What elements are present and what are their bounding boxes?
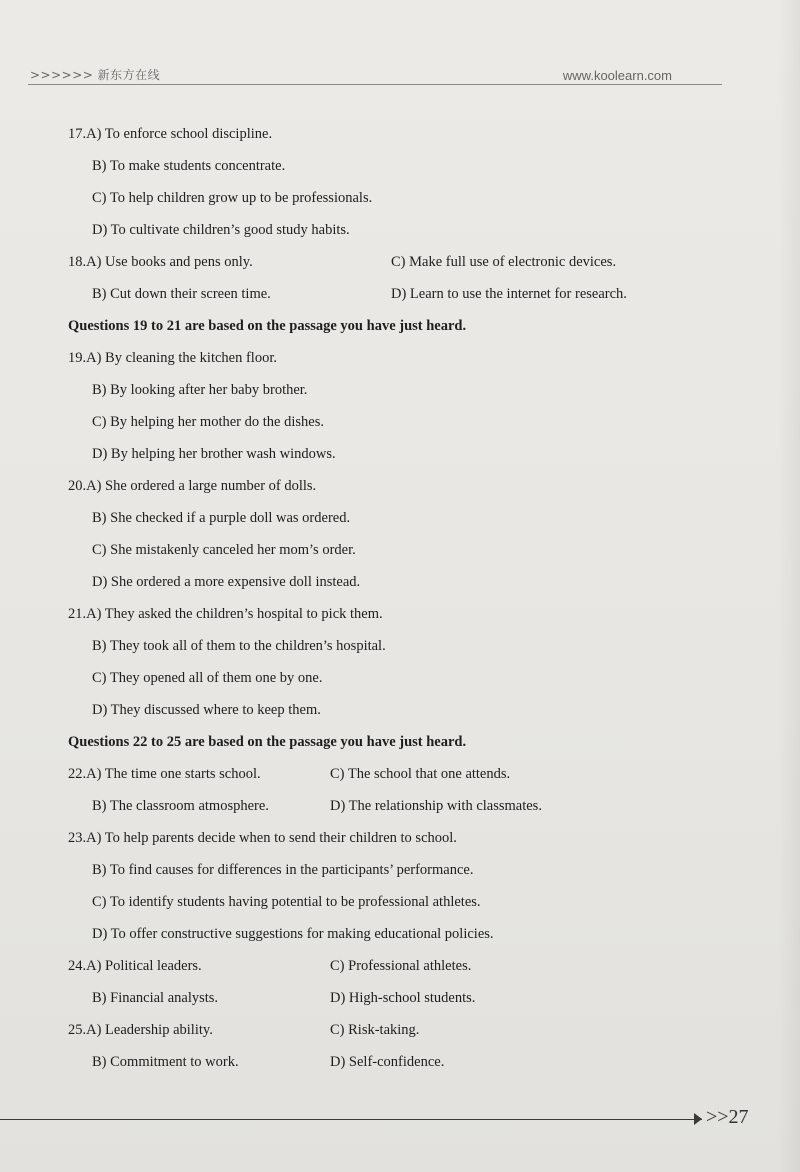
header-divider	[28, 84, 722, 85]
question-21-line-b	[68, 636, 688, 668]
q21-option-a: 21.A) They asked the children’s hospital to pick them.	[68, 606, 383, 622]
q19-option-d: D) By helping her brother wash windows.	[92, 446, 336, 462]
question-17-line-b	[68, 156, 688, 188]
question-17-line-d	[68, 220, 688, 252]
question-21-line-a	[68, 604, 688, 636]
page-edge-shadow	[778, 0, 800, 1172]
q18-option-c: C) Make full use of electronic devices.	[391, 254, 617, 270]
header-url: www.koolearn.com	[562, 68, 672, 83]
q22-option-c: C) The school that one attends.	[330, 766, 511, 782]
q18-option-b: B) Cut down their screen time.	[92, 286, 271, 302]
heading-22-25-text: Questions 22 to 25 are based on the passage you have just heard.	[68, 734, 467, 750]
q20-option-a: 20.A) She ordered a large number of dolls.	[68, 478, 317, 494]
section-heading-22-25	[68, 732, 688, 764]
question-24-line-2	[68, 988, 688, 1020]
question-18-line-1	[68, 252, 688, 284]
page-number: >>27	[706, 1106, 749, 1128]
q17-option-c: C) To help children grow up to be professionals.	[92, 190, 373, 206]
q20-option-c: C) She mistakenly canceled her mom’s order.	[92, 542, 356, 558]
question-18-line-2	[68, 284, 688, 316]
q25-option-b: B) Commitment to work.	[92, 1054, 239, 1070]
question-23-line-b	[68, 860, 688, 892]
q24-option-c: C) Professional athletes.	[330, 958, 472, 974]
question-25-line-2	[68, 1052, 688, 1084]
q22-option-a: 22.A) The time one starts school.	[68, 766, 261, 782]
question-19-line-b	[68, 380, 688, 412]
q17-option-d: D) To cultivate children’s good study habits.	[92, 222, 350, 238]
header-brand: >>>>>> 新东方在线	[30, 68, 161, 82]
question-19-line-a	[68, 348, 688, 380]
q18-option-a: 18.A) Use books and pens only.	[68, 254, 253, 270]
question-20-line-c	[68, 540, 688, 572]
q23-option-a: 23.A) To help parents decide when to send their children to school.	[68, 830, 457, 846]
q17-option-b: B) To make students concentrate.	[92, 158, 286, 174]
q23-option-c: C) To identify students having potential to be professional athletes.	[92, 894, 481, 910]
q25-option-c: C) Risk-taking.	[330, 1022, 420, 1038]
q24-option-a: 24.A) Political leaders.	[68, 958, 202, 974]
q21-option-d: D) They discussed where to keep them.	[92, 702, 321, 718]
q19-option-b: B) By looking after her baby brother.	[92, 382, 308, 398]
heading-19-21-text: Questions 19 to 21 are based on the passage you have just heard.	[68, 318, 467, 334]
footer-arrow-icon	[694, 1113, 702, 1125]
question-17-line-c	[68, 188, 688, 220]
q22-option-d: D) The relationship with classmates.	[330, 798, 542, 814]
q20-option-b: B) She checked if a purple doll was ordered.	[92, 510, 351, 526]
footer-divider	[0, 1119, 702, 1120]
q19-option-a: 19.A) By cleaning the kitchen floor.	[68, 350, 277, 366]
question-20-line-a	[68, 476, 688, 508]
q23-option-d: D) To offer constructive suggestions for making educational policies.	[92, 926, 494, 942]
q24-option-b: B) Financial analysts.	[92, 990, 219, 1006]
q17-option-a: 17.A) To enforce school discipline.	[68, 126, 273, 142]
q24-option-d: D) High-school students.	[330, 990, 476, 1006]
q18-option-d: D) Learn to use the internet for research.	[391, 286, 627, 302]
question-22-line-2	[68, 796, 688, 828]
question-20-line-b	[68, 508, 688, 540]
q23-option-b: B) To find causes for differences in the participants’ performance.	[92, 862, 474, 878]
q21-option-b: B) They took all of them to the children’s hospital.	[92, 638, 386, 654]
q25-option-a: 25.A) Leadership ability.	[68, 1022, 213, 1038]
question-21-line-d	[68, 700, 688, 732]
question-list	[68, 124, 688, 1084]
question-20-line-d	[68, 572, 688, 604]
q22-option-b: B) The classroom atmosphere.	[92, 798, 269, 814]
question-21-line-c	[68, 668, 688, 700]
q19-option-c: C) By helping her mother do the dishes.	[92, 414, 324, 430]
q25-option-d: D) Self-confidence.	[330, 1054, 445, 1070]
question-23-line-a	[68, 828, 688, 860]
question-19-line-c	[68, 412, 688, 444]
question-24-line-1	[68, 956, 688, 988]
q20-option-d: D) She ordered a more expensive doll instead.	[92, 574, 361, 590]
question-19-line-d	[68, 444, 688, 476]
question-25-line-1	[68, 1020, 688, 1052]
question-22-line-1	[68, 764, 688, 796]
question-17-line-a	[68, 124, 688, 156]
question-23-line-d	[68, 924, 688, 956]
question-23-line-c	[68, 892, 688, 924]
section-heading-19-21	[68, 316, 688, 348]
q21-option-c: C) They opened all of them one by one.	[92, 670, 323, 686]
